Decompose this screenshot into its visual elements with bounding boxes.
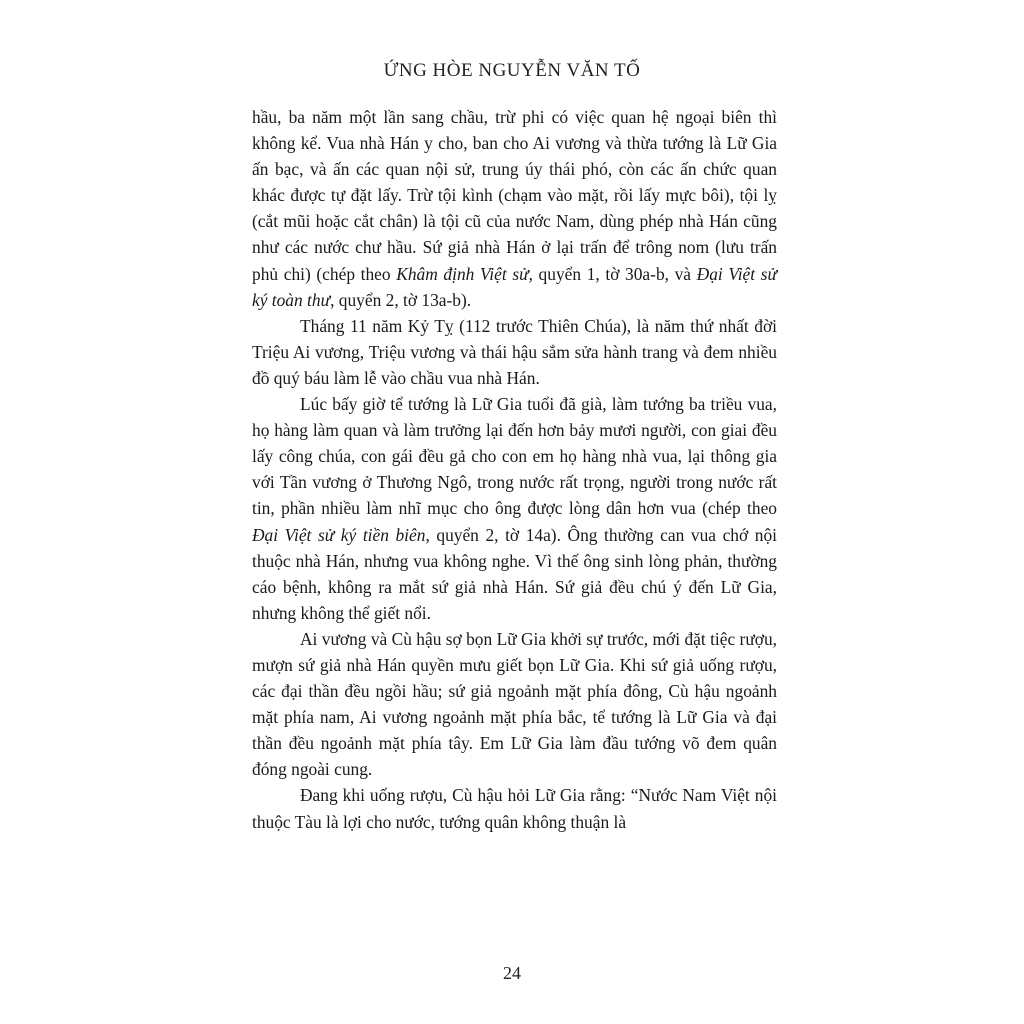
text-run: Đang khi uống rượu, Cù hậu hỏi Lữ Gia rằng: “Nước Nam Việt nội thuộc Tàu là lợi cho nước, tướng quân không thuận là: [252, 785, 777, 832]
running-header: ỨNG HÒE NGUYỄN VĂN TỐ: [383, 60, 641, 81]
text-run: Tháng 11 năm Kỷ Tỵ (112 trước Thiên Chúa), là năm thứ nhất đời Triệu Ai vương, Triệu vương và thái hậu sắm sửa hành trang và đem nhiều đồ quý báu làm lễ vào chầu vua nhà Hán.: [252, 315, 777, 388]
text-run: hầu, ba năm một lần sang chầu, trừ phi có việc quan hệ ngoại biên thì không kể. Vua nhà Hán y cho, ban cho Ai vương và thừa tướng là Lữ Gia ấn bạc, và ấn các quan nội sử, trung úy thái phó, còn các ấn chức quan khác được tự đặt lấy. Trừ tội kình (chạm vào mặt, rồi lấy mực bôi), tội lỵ (cắt mũi hoặc cắt chân) là tội cũ của nước Nam, dùng phép nhà Hán cũng như các nước chư hầu. Sứ giả nhà Hán ở lại trấn để trông nom (lưu trấn phủ chi) (chép theo: [252, 107, 777, 284]
paragraph: [252, 104, 777, 313]
italic-citation: Đại Việt sử ký toàn thư: [252, 263, 777, 310]
paragraph: [252, 391, 777, 626]
text-run: , quyển 1, tờ 30a-b, và: [528, 263, 697, 284]
text-run: , quyển 2, tờ 14a). Ông thường can vua chớ nội thuộc nhà Hán, nhưng vua không nghe. Vì thế ông sinh lòng phản, thường cáo bệnh, không ra mắt sứ giả nhà Hán. Sứ giả đều chú ý đến Lữ Gia, nhưng không thể giết nổi.: [252, 524, 777, 623]
italic-citation: Khâm định Việt sử: [396, 263, 529, 284]
body-text: [252, 104, 777, 835]
text-run: Lúc bấy giờ tể tướng là Lữ Gia tuổi đã già, làm tướng ba triều vua, họ hàng làm quan và làm trưởng lại đến hơn bảy mươi người, con giai đều lấy công chúa, con gái đều gả cho con em họ hàng nhà vua, lại thông gia với Tần vương ở Thương Ngô, trong nước rất trọng, người trong nước rất tin, phần nhiều làm nhĩ mục cho ông được lòng dân hơn vua (chép theo: [252, 394, 777, 519]
text-run: Ai vương và Cù hậu sợ bọn Lữ Gia khởi sự trước, mới đặt tiệc rượu, mượn sứ giả nhà Hán quyền mưu giết bọn Lữ Gia. Khi sứ giả uống rượu, các đại thần đều ngồi hầu; sứ giả ngoảnh mặt phía đông, Cù hậu ngoảnh mặt phía nam, Ai vương ngoảnh mặt phía bắc, tể tướng là Lữ Gia và đại thần đều ngoảnh mặt phía tây. Em Lữ Gia làm đầu tướng võ đem quân đóng ngoài cung.: [252, 628, 777, 780]
paragraph: [252, 782, 777, 834]
paragraph: [252, 313, 777, 391]
text-run: , quyển 2, tờ 13a-b).: [330, 289, 472, 310]
page-number: 24: [503, 963, 521, 983]
paragraph: [252, 626, 777, 783]
italic-citation: Đại Việt sử ký tiền biên: [252, 524, 426, 545]
